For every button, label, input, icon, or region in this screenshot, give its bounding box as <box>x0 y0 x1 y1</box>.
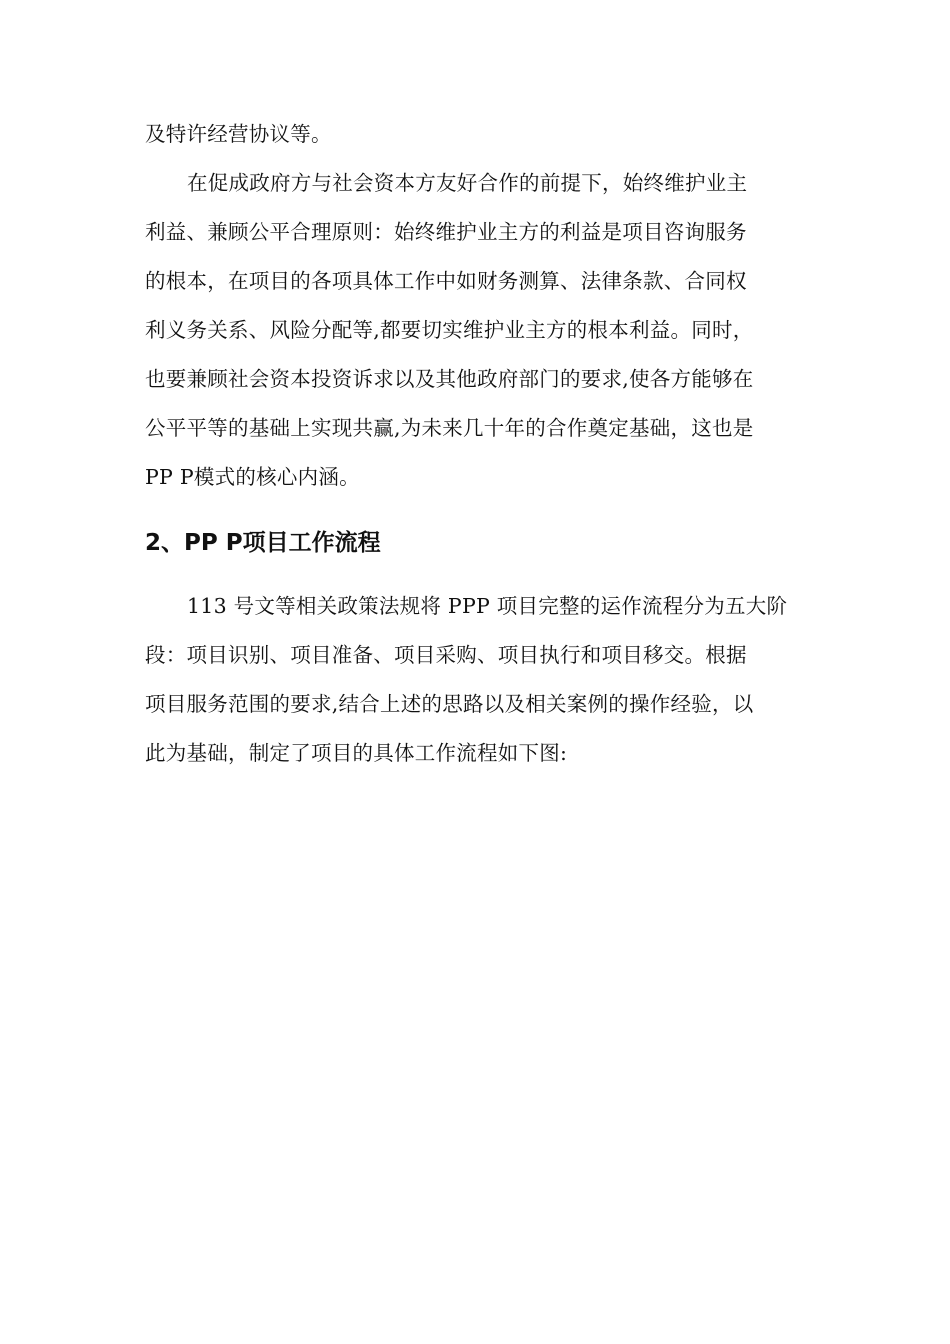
text-line: 在促成政府方与社会资本方友好合作的前提下，始终维护业主 <box>187 171 748 195</box>
text-line: 此为基础，制定了项目的具体工作流程如下图: <box>145 741 568 765</box>
section-heading: 2、PP P项目工作流程 <box>145 530 381 556</box>
text-line: 113 号文等相关政策法规将 PPP 项目完整的运作流程分为五大阶 <box>187 594 788 618</box>
paragraph-principle <box>145 159 805 502</box>
paragraph-workflow <box>145 582 805 778</box>
paragraph-continuation <box>145 110 805 159</box>
text-line: 的根本，在项目的各项具体工作中如财务测算、法律条款、合同权 <box>145 269 747 293</box>
text-line: 段：项目识别、项目准备、项目采购、项目执行和项目移交。根据 <box>145 643 747 667</box>
text-line: 利义务关系、风险分配等,都要切实维护业主方的根本利益。同时， <box>145 318 754 342</box>
text-line: 也要兼顾社会资本投资诉求以及其他政府部门的要求,使各方能够在 <box>145 367 754 391</box>
text-line: 公平平等的基础上实现共赢,为未来几十年的合作奠定基础，这也是 <box>145 416 754 440</box>
text-line: PP P模式的核心内涵。 <box>145 465 360 489</box>
text-line: 利益、兼顾公平合理原则：始终维护业主方的利益是项目咨询服务 <box>145 220 747 244</box>
text-line: 项目服务范围的要求,结合上述的思路以及相关案例的操作经验，以 <box>145 692 754 716</box>
text-line: 及特许经营协议等。 <box>145 122 332 146</box>
